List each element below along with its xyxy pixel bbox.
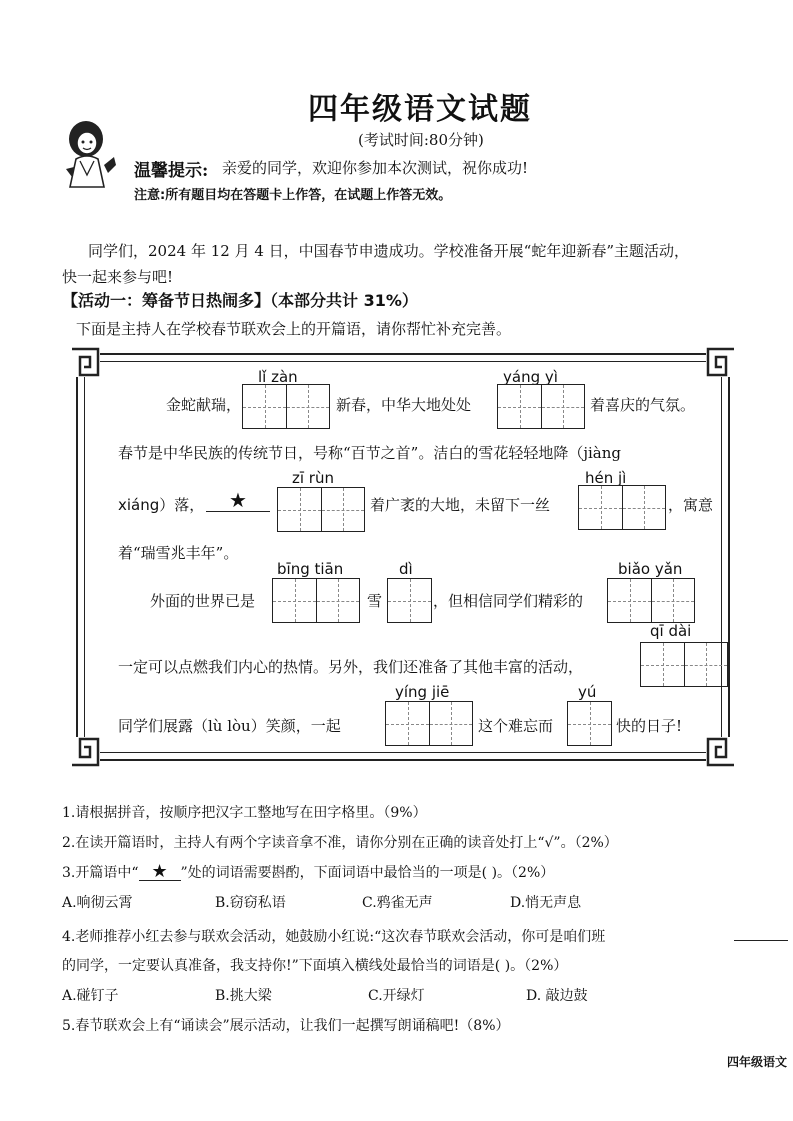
tianzige-ying-jie[interactable] (385, 701, 473, 746)
frame-corner-ornament (706, 347, 736, 377)
question-4-line-2: 的同学，一定要认真准备，我支持你!”下面填入横线处最恰当的词语是( )。（2%） (62, 958, 568, 974)
q3-option-d[interactable]: D.悄无声息 (510, 895, 582, 911)
star-blank[interactable] (206, 489, 270, 512)
passage-text: 春节是中华民族的传统节日，号称“百节之首”。洁白的雪花轻轻地降（jiàng (118, 444, 621, 462)
question-5: 5.春节联欢会上有“诵读会”展示活动，让我们一起撰写朗诵稿吧!（8%） (62, 1018, 510, 1034)
passage-text: xiáng）落， (118, 496, 205, 514)
question-3-prefix: 3.开篇语中“ (62, 865, 139, 881)
tianzige-qi-dai[interactable] (640, 642, 728, 687)
pinyin-biao-yan: biǎo yǎn (618, 560, 683, 578)
page-title: 四年级语文试题 (308, 92, 532, 127)
tip-label: 温馨提示: (134, 161, 209, 181)
q4-option-c[interactable]: C.开绿灯 (368, 988, 425, 1004)
pinyin-yu: yú (578, 683, 597, 701)
q3-option-a[interactable]: A.响彻云霄 (62, 895, 133, 911)
question-3-suffix: ”处的词语需要斟酌，下面词语中最恰当的一项是( )。（2%） (180, 865, 555, 881)
passage-text: ，但相信同学们精彩的 (433, 592, 584, 610)
frame-corner-ornament (70, 347, 100, 377)
intro-line-1: 同学们，2024 年 12 月 4 日，中国春节申遗成功。学校准备开展“蛇年迎新春”主题活动， (88, 242, 689, 260)
passage-text: 快的日子! (616, 717, 683, 735)
intro-line-2: 快一起来参与吧! (62, 268, 174, 286)
passage-text: ，寓意 (668, 496, 714, 514)
passage-text: 金蛇献瑞， (166, 396, 242, 414)
section-description: 下面是主持人在学校春节联欢会上的开篇语，请你帮忙补充完善。 (76, 320, 512, 338)
passage-text: 着喜庆的气氛。 (590, 396, 696, 414)
footer-label: 四年级语文 (727, 1055, 788, 1069)
frame-corner-ornament (70, 737, 100, 767)
question-2: 2.在读开篇语时，主持人有两个字读音拿不准，请你分别在正确的读音处打上“√”。（2%） (62, 835, 618, 851)
q4-option-a[interactable]: A.碰钉子 (62, 988, 119, 1004)
question-4-blank[interactable] (734, 924, 788, 941)
frame-corner-ornament (706, 737, 736, 767)
pinyin-qi-dai: qī dài (650, 622, 692, 640)
tianzige-biao-yan[interactable] (607, 578, 695, 623)
notice: 注意:所有题目均在答题卡上作答，在试题上作答无效。 (134, 188, 452, 203)
q4-option-b[interactable]: B.挑大梁 (215, 988, 272, 1004)
question-4-line-1: 4.老师推荐小红去参与联欢会活动，她鼓励小红说:“这次春节联欢会活动，你可是咱们班 (62, 929, 606, 945)
passage-text: 雪 (367, 592, 383, 610)
section-heading: 【活动一：筹备节日热闹多】（本部分共计 31%） (62, 291, 418, 310)
passage-text: 新春，中华大地处处 (336, 396, 472, 414)
passage-text: 外面的世界已是 (150, 592, 256, 610)
pinyin-zi-run: zī rùn (292, 469, 334, 487)
star-icon: ★ (229, 488, 247, 512)
tianzige-li-zan[interactable] (242, 384, 330, 429)
pinyin-di: dì (399, 560, 413, 578)
q4-option-d[interactable]: D. 敲边鼓 (526, 988, 588, 1004)
passage-text: 一定可以点燃我们内心的热情。另外，我们还准备了其他丰富的活动， (118, 658, 584, 676)
tianzige-di[interactable] (387, 578, 432, 623)
pinyin-hen-ji: hén jì (585, 469, 627, 487)
passage-text: 这个难忘而 (478, 717, 554, 735)
q3-option-c[interactable]: C.鸦雀无声 (362, 895, 433, 911)
question-3 (62, 862, 554, 882)
passage-text: 着广袤的大地，未留下一丝 (370, 496, 551, 514)
question-1: 1.请根据拼音，按顺序把汉字工整地写在田字格里。（9%） (62, 805, 427, 821)
tianzige-yu[interactable] (567, 701, 612, 746)
tianzige-yang-yi[interactable] (497, 384, 585, 429)
exam-time: (考试时间:80分钟) (358, 131, 484, 149)
passage-text: 着“瑞雪兆丰年”。 (118, 544, 239, 562)
pinyin-yang-yi: yáng yì (503, 368, 558, 386)
star-blank-small (139, 861, 181, 882)
pinyin-ying-jie: yíng jiē (395, 683, 450, 701)
tianzige-hen-ji[interactable] (578, 485, 666, 530)
pinyin-bing-tian: bīng tiān (277, 560, 344, 578)
tip-text: 亲爱的同学，欢迎你参加本次测试，祝你成功! (222, 159, 529, 177)
pinyin-li-zan: lǐ zàn (258, 368, 298, 386)
passage-text: 同学们展露（lù lòu）笑颜，一起 (118, 717, 341, 735)
tianzige-zi-run[interactable] (277, 487, 365, 532)
q3-option-b[interactable]: B.窃窃私语 (215, 895, 286, 911)
cartoon-girl-icon (58, 117, 120, 189)
star-icon: ★ (151, 861, 168, 882)
tianzige-bing-tian[interactable] (272, 578, 360, 623)
